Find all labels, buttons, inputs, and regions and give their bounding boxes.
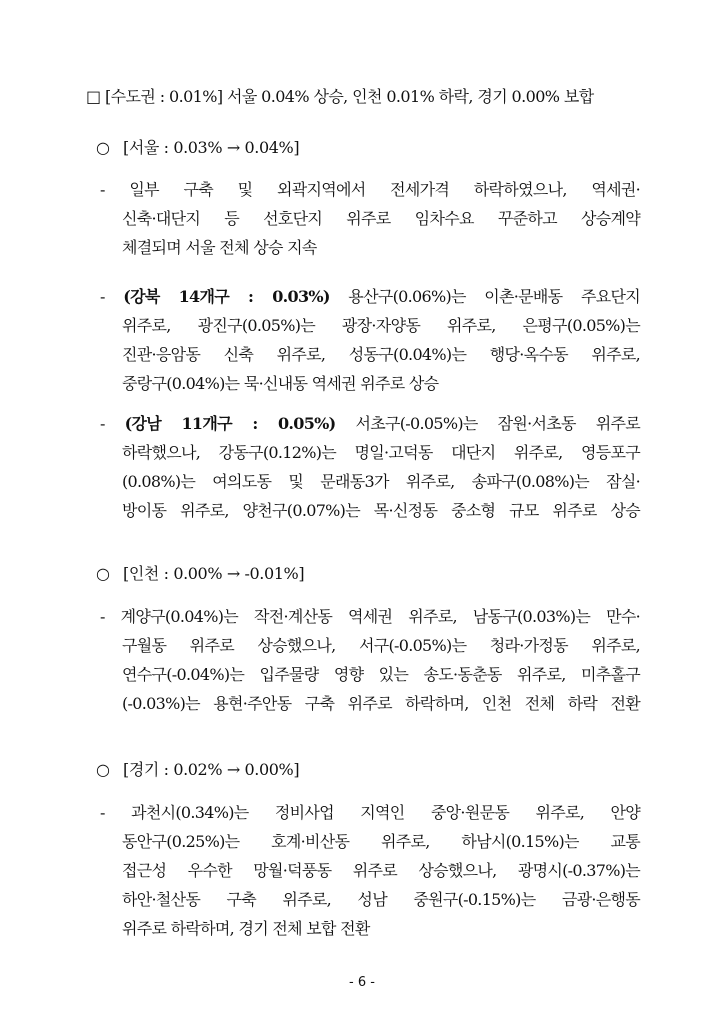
paragraph-line: (-0.03%)는 용현·주안동 구축 위주로 하락하며, 인천 전체 하락 전환 <box>122 694 640 713</box>
paragraph-line: - 계양구(0.04%)는 작전·계산동 역세권 위주로, 남동구(0.03%)는 만수· <box>100 607 640 626</box>
paragraph-line: 연수구(-0.04%)는 입주물량 영향 있는 송도·동춘동 위주로, 미추홀구 <box>122 665 640 684</box>
circle-bullet-icon: ○ <box>96 760 110 779</box>
paragraph-line: 하락했으나, 강동구(0.12%)는 명일·고덕동 대단지 위주로, 영등포구 <box>122 443 640 462</box>
subsection-title-text: [경기 : 0.02% → 0.00%] <box>123 760 300 779</box>
paragraph-line: 구월동 위주로 상승했으나, 서구(-0.05%)는 청라·가정동 위주로, <box>122 636 640 655</box>
subsection-title-seoul <box>96 135 299 158</box>
paragraph-line: - 과천시(0.34%)는 정비사업 지역인 중앙·원문동 위주로, 안양 <box>100 803 640 822</box>
circle-bullet-icon: ○ <box>96 138 110 157</box>
page-number: - 6 - <box>349 975 375 990</box>
paragraph-line: - 일부 구축 및 외곽지역에서 전세가격 하락하였으나, 역세권· <box>100 180 640 199</box>
paragraph-line: - (강북 14개구 : 0.03%) 용산구(0.06%)는 이촌·문배동 주요단지 <box>100 287 640 306</box>
paragraph-line: 위주로, 광진구(0.05%)는 광장·자양동 위주로, 은평구(0.05%)는 <box>122 316 640 335</box>
paragraph-line: 진관·응암동 신축 위주로, 성동구(0.04%)는 행당·옥수동 위주로, <box>122 345 640 364</box>
paragraph <box>100 602 640 718</box>
subsection-title-incheon <box>96 561 304 584</box>
paragraph-line: - (강남 11개구 : 0.05%) 서초구(-0.05%)는 잠원·서초동 위주로 <box>100 414 640 433</box>
paragraph-line: 체결되며 서울 전체 상승 지속 <box>122 238 317 257</box>
paragraph-line: (0.08%)는 여의도동 및 문래동3가 위주로, 송파구(0.08%)는 잠실· <box>122 472 640 491</box>
heading-text: [수도권 : 0.01%] 서울 0.04% 상승, 인천 0.01% 하락, 경기 0.00% 보합 <box>105 87 594 106</box>
paragraph-line: 위주로 하락하며, 경기 전체 보합 전환 <box>122 919 370 938</box>
paragraph <box>100 798 640 943</box>
paragraph-line: 방이동 위주로, 양천구(0.07%)는 목·신정동 중소형 규모 위주로 상승 <box>122 501 640 520</box>
checkbox-icon: □ <box>86 87 101 106</box>
paragraph <box>100 175 640 262</box>
district-group-label: (강북 14개구 : 0.03%) <box>123 287 330 306</box>
paragraph <box>100 282 640 398</box>
paragraph-line: 신축·대단지 등 선호단지 위주로 임차수요 꾸준하고 상승계약 <box>122 209 640 228</box>
paragraph-line: 중랑구(0.04%)는 묵·신내동 역세권 위주로 상승 <box>122 374 439 393</box>
circle-bullet-icon: ○ <box>96 564 110 583</box>
paragraph-line: 하안·철산동 구축 위주로, 성남 중원구(-0.15%)는 금광·은행동 <box>122 890 640 909</box>
subsection-title-text: [인천 : 0.00% → -0.01%] <box>123 564 305 583</box>
paragraph-text: 용산구(0.06%)는 이촌·문배동 주요단지 <box>329 287 640 306</box>
paragraph <box>100 409 640 525</box>
subsection-title-gyeonggi <box>96 757 299 780</box>
section-heading <box>86 84 594 107</box>
paragraph-text: 서초구(-0.05%)는 잠원·서초동 위주로 <box>335 414 640 433</box>
district-group-label: (강남 11개구 : 0.05%) <box>124 414 336 433</box>
paragraph-line: 동안구(0.25%)는 호계·비산동 위주로, 하남시(0.15%)는 교통 <box>122 832 640 851</box>
subsection-title-text: [서울 : 0.03% → 0.04%] <box>123 138 300 157</box>
paragraph-line: 접근성 우수한 망월·덕풍동 위주로 상승했으나, 광명시(-0.37%)는 <box>122 861 640 880</box>
